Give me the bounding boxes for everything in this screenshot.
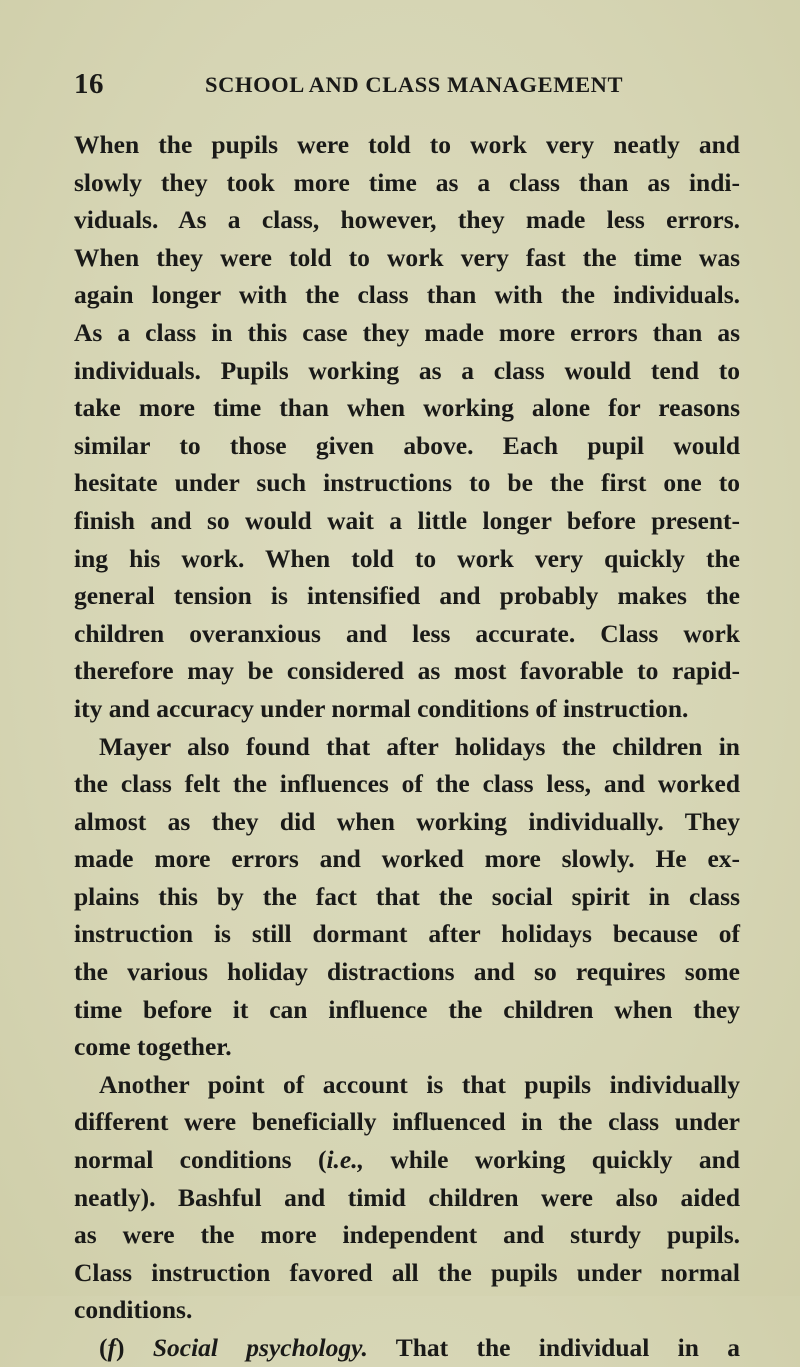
text-line: time before it can influence the children when they bbox=[74, 994, 740, 1024]
text-line: made more errors and worked more slowly. He ex- bbox=[74, 844, 740, 874]
text-line: hesitate under such instructions to be the first one to bbox=[74, 468, 740, 498]
page-header bbox=[74, 64, 740, 104]
text-line: viduals. As a class, however, they made less errors. bbox=[74, 205, 740, 235]
text-line: Another point of account is that pupils individually bbox=[99, 1069, 740, 1099]
page-number: 16 bbox=[74, 68, 104, 100]
text-line: When they were told to work very fast the time was bbox=[74, 242, 740, 272]
text-run: That the individual in a bbox=[367, 1333, 740, 1362]
text-line: again longer with the class than with the individuals. bbox=[74, 280, 740, 310]
text-line: neatly). Bashful and timid children were also aided bbox=[74, 1182, 740, 1212]
text-run: ) bbox=[116, 1333, 153, 1362]
text-run: normal conditions ( bbox=[74, 1145, 327, 1175]
text-line: conditions. bbox=[74, 1295, 193, 1325]
text-line: as were the more independent and sturdy pupils. bbox=[74, 1220, 740, 1250]
text-line bbox=[74, 1329, 740, 1367]
text-line: different were beneficially influenced in the class under bbox=[74, 1107, 740, 1137]
section-letter: f bbox=[107, 1333, 116, 1362]
italic-abbreviation: i.e., bbox=[326, 1145, 364, 1175]
text-run: while working quickly and bbox=[363, 1145, 740, 1175]
body-text bbox=[74, 126, 740, 1367]
text-line: instruction is still dormant after holidays because of bbox=[74, 919, 740, 949]
text-line: similar to those given above. Each pupil would bbox=[74, 430, 740, 460]
text-line: individuals. Pupils working as a class would tend to bbox=[74, 355, 740, 385]
text-line: When the pupils were told to work very neatly and bbox=[74, 130, 740, 159]
text-line: general tension is intensified and probably makes the bbox=[74, 581, 740, 611]
running-head: SCHOOL AND CLASS MANAGEMENT bbox=[205, 72, 624, 97]
section-heading: Social psychology. bbox=[152, 1333, 368, 1362]
text-line: almost as they did when working individually. They bbox=[74, 806, 740, 836]
text-line: slowly they took more time as a class than as indi- bbox=[74, 167, 740, 197]
text-line: Mayer also found that after holidays the children in bbox=[99, 731, 740, 761]
text-line: As a class in this case they made more errors than as bbox=[74, 317, 740, 347]
text-run: ( bbox=[99, 1333, 108, 1362]
text-line: Class instruction favored all the pupils under normal bbox=[74, 1257, 740, 1287]
text-line: children overanxious and less accurate. Class work bbox=[74, 618, 740, 648]
text-line bbox=[74, 1141, 740, 1179]
text-line: ity and accuracy under normal conditions of instruction. bbox=[74, 693, 689, 723]
text-line: ing his work. When told to work very quickly the bbox=[74, 543, 740, 573]
text-line: plains this by the fact that the social spirit in class bbox=[74, 881, 740, 911]
text-line: the class felt the influences of the class less, and worked bbox=[74, 769, 740, 799]
text-line: finish and so would wait a little longer before present- bbox=[74, 505, 740, 535]
text-line: come together. bbox=[74, 1032, 232, 1062]
text-line: the various holiday distractions and so requires some bbox=[74, 957, 740, 987]
text-line: take more time than when working alone for reasons bbox=[74, 393, 740, 423]
text-line: therefore may be considered as most favorable to rapid- bbox=[74, 656, 740, 686]
